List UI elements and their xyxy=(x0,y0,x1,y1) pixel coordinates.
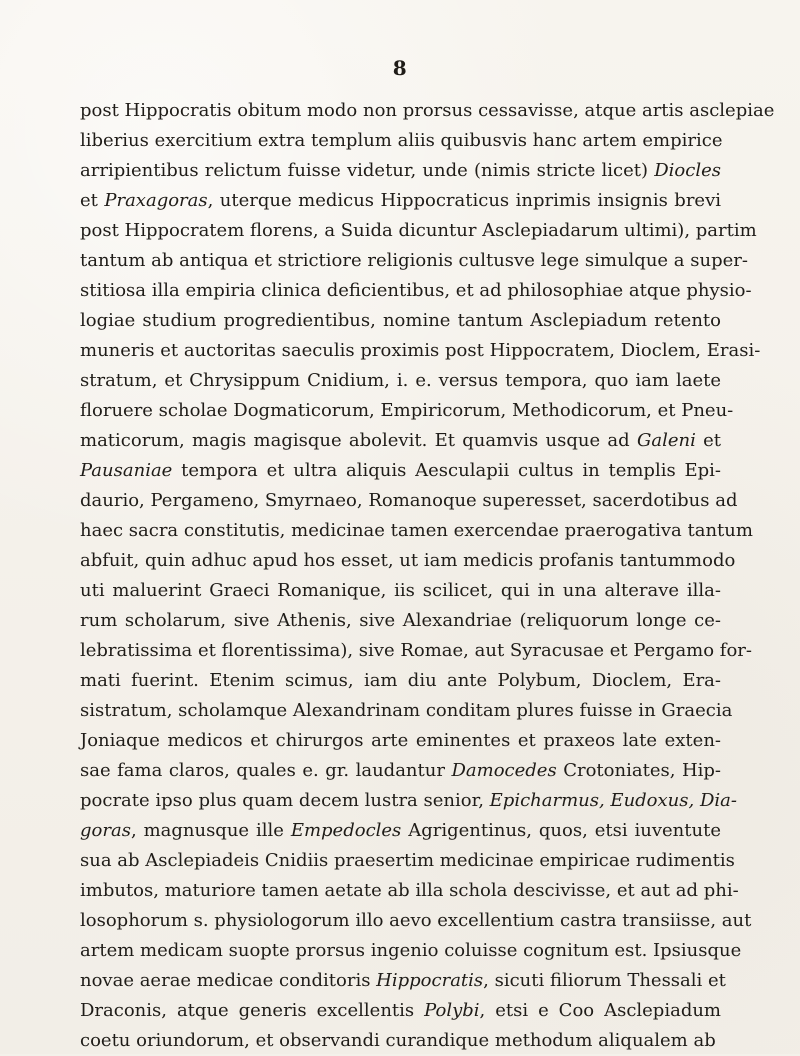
text-segment: et xyxy=(695,430,722,451)
italic-text-segment: Polybi xyxy=(424,1000,480,1021)
text-line xyxy=(80,816,721,846)
text-line xyxy=(80,246,748,276)
text-line xyxy=(80,906,752,936)
text-segment: tempora et ultra aliquis Aesculapii cultus in templis Epi- xyxy=(172,460,721,481)
body-text xyxy=(80,96,775,1056)
text-line xyxy=(80,546,736,576)
text-line xyxy=(80,846,735,876)
text-segment: artem medicam suopte prorsus ingenio coluisse cognitum est. Ipsiusque xyxy=(80,940,742,961)
text-line xyxy=(80,336,761,366)
text-segment: post Hippocratis obitum modo non prorsus cessavisse, atque artis asclepiae xyxy=(80,100,775,121)
italic-text-segment: Empedocles xyxy=(290,820,402,841)
text-segment: muneris et auctoritas saeculis proximis post Hippocratem, Dioclem, Erasi- xyxy=(80,340,761,361)
italic-text-segment: Praxagoras xyxy=(104,190,208,211)
italic-text-segment: Galeni xyxy=(636,430,696,451)
text-line xyxy=(80,726,721,756)
text-line xyxy=(80,696,733,726)
text-segment: maticorum, magis magisque abolevit. Et quamvis usque ad xyxy=(80,430,637,451)
text-segment: Crotoniates, Hip- xyxy=(556,760,721,781)
italic-text-segment: goras xyxy=(80,820,131,841)
text-line xyxy=(80,366,721,396)
text-segment: Agrigentinus, quos, etsi iuventute xyxy=(401,820,721,841)
text-segment: sae fama claros, quales e. gr. laudantur xyxy=(80,760,452,781)
text-line xyxy=(80,576,721,606)
text-segment: pocrate ipso plus quam decem lustra senior, xyxy=(80,790,490,811)
text-segment: Draconis, atque generis excellentis xyxy=(80,1000,425,1021)
italic-text-segment: Hippocratis xyxy=(376,970,484,991)
text-segment: sua ab Asclepiadeis Cnidiis praesertim medicinae empiricae rudimentis xyxy=(80,850,735,871)
text-line xyxy=(80,186,721,216)
text-line xyxy=(80,1026,721,1056)
text-segment: daurio, Pergameno, Smyrnaeo, Romanoque superesset, sacerdotibus ad xyxy=(80,490,738,511)
page-number: 8 xyxy=(392,56,408,80)
text-line xyxy=(80,936,742,966)
text-segment: rum scholarum, sive Athenis, sive Alexandriae (reliquorum longe ce- xyxy=(80,610,721,631)
text-segment: imbutos, maturiore tamen aetate ab illa schola descivisse, et aut ad phi- xyxy=(80,880,739,901)
text-line xyxy=(80,216,757,246)
text-line xyxy=(80,426,721,456)
text-segment: lebratissima et florentissima), sive Romae, aut Syracusae et Pergamo for- xyxy=(80,640,752,661)
text-line xyxy=(80,606,721,636)
text-line xyxy=(80,306,721,336)
text-segment: stitiosa illa empiria clinica deficientibus, et ad philosophiae atque physio- xyxy=(80,280,752,301)
text-line xyxy=(80,996,721,1026)
text-segment: , etsi e Coo Asclepiadum xyxy=(479,1000,721,1021)
text-segment: logiae studium progredientibus, nomine tantum Asclepiadum retento xyxy=(80,310,721,331)
text-line xyxy=(80,156,721,186)
text-line xyxy=(80,636,752,666)
text-segment: et xyxy=(80,190,105,211)
text-line xyxy=(80,966,726,996)
text-segment: , magnusque ille xyxy=(130,820,291,841)
italic-text-segment: Pausaniae xyxy=(80,460,173,481)
text-segment: floruere scholae Dogmaticorum, Empiricorum, Methodicorum, et Pneu- xyxy=(80,400,734,421)
text-segment: , sicuti filiorum Thessali et xyxy=(483,970,726,991)
text-segment: losophorum s. physiologorum illo aevo excellentium castra transiisse, aut xyxy=(80,910,752,931)
text-line xyxy=(80,756,721,786)
text-line xyxy=(80,126,721,156)
text-line xyxy=(80,276,752,306)
text-segment: , uterque medicus Hippocraticus inprimis insignis brevi xyxy=(207,190,722,211)
text-segment: arripientibus relictum fuisse videtur, unde (nimis stricte licet) xyxy=(80,160,655,181)
text-line xyxy=(80,786,737,816)
text-line xyxy=(80,396,734,426)
text-segment: liberius exercitium extra templum aliis quibusvis hanc artem empirice xyxy=(80,130,723,151)
text-line xyxy=(80,876,739,906)
text-line xyxy=(80,486,738,516)
text-segment: Joniaque medicos et chirurgos arte eminentes et praxeos late exten- xyxy=(80,730,721,751)
text-segment: haec sacra constitutis, medicinae tamen exercendae praerogativa tantum xyxy=(80,520,753,541)
italic-text-segment: Epicharmus, Eudoxus, Dia- xyxy=(489,790,737,811)
text-segment: tantum ab antiqua et strictiore religionis cultusve lege simulque a super- xyxy=(80,250,748,271)
text-line xyxy=(80,666,721,696)
text-segment: post Hippocratem florens, a Suida dicuntur Asclepiadarum ultimi), partim xyxy=(80,220,757,241)
text-segment: coetu oriundorum, et observandi curandique methodum aliqualem ab xyxy=(80,1030,716,1051)
text-segment: mati fuerint. Etenim scimus, iam diu ante Polybum, Dioclem, Era- xyxy=(80,670,721,691)
text-segment: sistratum, scholamque Alexandrinam conditam plures fuisse in Graecia xyxy=(80,700,733,721)
text-line xyxy=(80,516,753,546)
text-line xyxy=(80,456,721,486)
text-line xyxy=(80,96,775,126)
text-segment: abfuit, quin adhuc apud hos esset, ut iam medicis profanis tantummodo xyxy=(80,550,736,571)
text-segment: novae aerae medicae conditoris xyxy=(80,970,377,991)
text-segment: uti maluerint Graeci Romanique, iis scilicet, qui in una alterave illa- xyxy=(80,580,721,601)
italic-text-segment: Damocedes xyxy=(451,760,557,781)
italic-text-segment: Diocles xyxy=(654,160,721,181)
text-segment: stratum, et Chrysippum Cnidium, i. e. versus tempora, quo iam laete xyxy=(80,370,721,391)
